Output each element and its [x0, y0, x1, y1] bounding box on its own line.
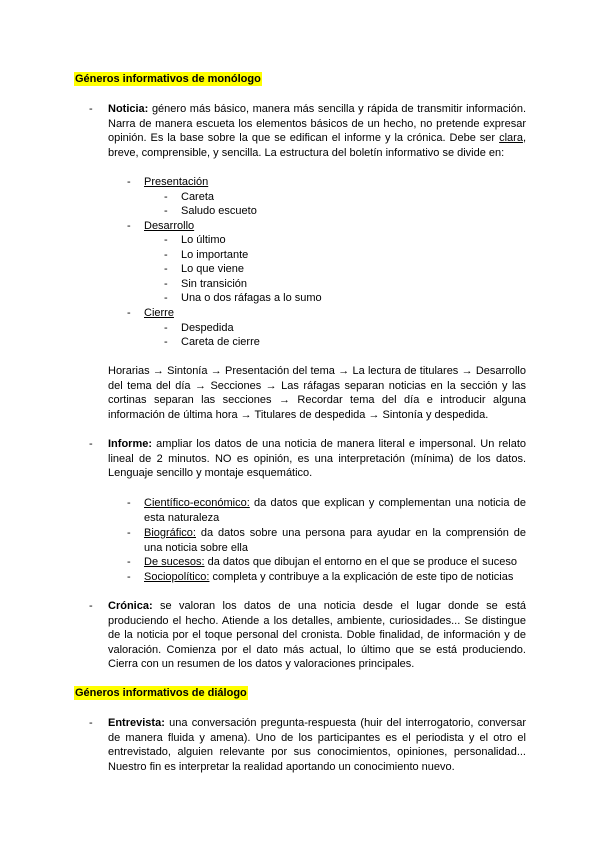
informe-type-text: da datos que explican y complementan una noticia de esta naturaleza: [144, 497, 526, 524]
cronica-text: se valoran los datos de una noticia desde el lugar donde se está produciendo el hecho. Atiende a los detalles, ambiente, curiosidades... Se distingue de la noticia por el toque personal del cronista. Doble finalidad, de información y de valoración. Comienza por el dato más actual, lo último que se está produciendo. Cierra con un resumen de los datos y valoraciones principales.: [108, 600, 526, 671]
subsub-dash: -: [164, 336, 168, 348]
subsub-dash: -: [164, 263, 168, 275]
bullet-dash: -: [89, 600, 93, 612]
informe-type-label: Sociopolítico:: [144, 571, 210, 583]
structure-desarrollo: Desarrollo: [144, 220, 195, 232]
structure-item: Una o dos ráfagas a lo sumo: [181, 292, 322, 304]
entrevista-text: una conversación pregunta-respuesta (huir del interrogatorio, conversar de manera fluida y amena). Uno de los participantes es el periodista y el otro el entrevistado, alguien relevante por sus conocimientos, opiniones, personalidad... Nuestro fin es interpretar la realidad aportando un conocimiento nuevo.: [108, 717, 526, 773]
informe-type: [144, 496, 526, 525]
entrevista-paragraph: [108, 716, 526, 774]
informe-type-label: De sucesos:: [144, 556, 205, 568]
subsub-dash: -: [164, 205, 168, 217]
informe-type: [144, 555, 526, 570]
subsub-dash: -: [164, 278, 168, 290]
bullet-dash: -: [89, 103, 93, 115]
sequence-paragraph: Horarias → Sintonía → Presentación del tema → La lectura de titulares → Desarrollo del tema del día → Secciones → Las ráfagas separan noticias en la sección y las cortinas separan las secciones → Recordar tema del día e introducir alguna información de última hora → Titulares de despedida → Sintonía y despedida.: [108, 365, 526, 421]
structure-item: Lo importante: [181, 249, 249, 261]
structure-item: Lo que viene: [181, 263, 244, 275]
structure-presentacion: Presentación: [144, 176, 209, 188]
subsub-dash: -: [164, 249, 168, 261]
sub-dash: -: [127, 176, 131, 188]
sub-dash: -: [127, 307, 131, 319]
informe-term: Informe:: [108, 438, 152, 450]
informe-type-label: Científico-económico:: [144, 497, 250, 509]
sub-dash: -: [127, 497, 131, 509]
informe-text: ampliar los datos de una noticia de manera literal e impersonal. Un relato lineal de 2 minutos. NO es opinión, es una interpretación (mínima) de los datos. Lenguaje sencillo y montaje esquemático.: [108, 438, 526, 480]
cronica-paragraph: [108, 599, 526, 672]
sub-dash: -: [127, 556, 131, 568]
structure-item: Careta de cierre: [181, 336, 260, 348]
structure-item: Careta: [181, 191, 215, 203]
noticia-term: Noticia:: [108, 103, 149, 115]
noticia-text-1: género más básico, manera más sencilla y rápida de transmitir información. Narra de manera escueta los elementos básicos de un hecho, no pretende expresar opinión. Es la base sobre la que se edifican el informe y la crónica. Debe ser: [108, 103, 526, 145]
bullet-dash: -: [89, 717, 93, 729]
sub-dash: -: [127, 527, 131, 539]
structure-cierre: Cierre: [144, 307, 174, 319]
subsub-dash: -: [164, 191, 168, 203]
noticia-text-2: , breve, comprensible, y sencilla. La estructura del boletín informativo se divide en:: [108, 132, 526, 159]
informe-type-text: da datos sobre una persona para ayudar en la comprensión de una noticia sobre ella: [144, 527, 526, 554]
structure-item: Lo último: [181, 234, 226, 246]
structure-item: Despedida: [181, 322, 234, 334]
subsub-dash: -: [164, 292, 168, 304]
informe-type: [144, 570, 526, 585]
structure-item: Sin transición: [181, 278, 248, 290]
section-heading-monologo: Géneros informativos de monólogo: [75, 73, 261, 85]
noticia-clara: clara: [499, 132, 523, 145]
structure-item: Saludo escueto: [181, 205, 257, 217]
subsub-dash: -: [164, 322, 168, 334]
informe-paragraph: [108, 437, 526, 481]
informe-type-label: Biográfico:: [144, 527, 196, 539]
section-heading-dialogo: Géneros informativos de diálogo: [75, 687, 247, 699]
noticia-paragraph: [108, 102, 526, 160]
bullet-dash: -: [89, 438, 93, 450]
subsub-dash: -: [164, 234, 168, 246]
informe-type-text: completa y contribuye a la explicación de este tipo de noticias: [209, 571, 514, 583]
sub-dash: -: [127, 220, 131, 232]
cronica-term: Crónica:: [108, 600, 153, 612]
informe-type: [144, 526, 526, 555]
informe-type-text: da datos que dibujan el entorno en el que se produce el suceso: [204, 556, 518, 568]
entrevista-term: Entrevista:: [108, 717, 165, 729]
sub-dash: -: [127, 571, 131, 583]
